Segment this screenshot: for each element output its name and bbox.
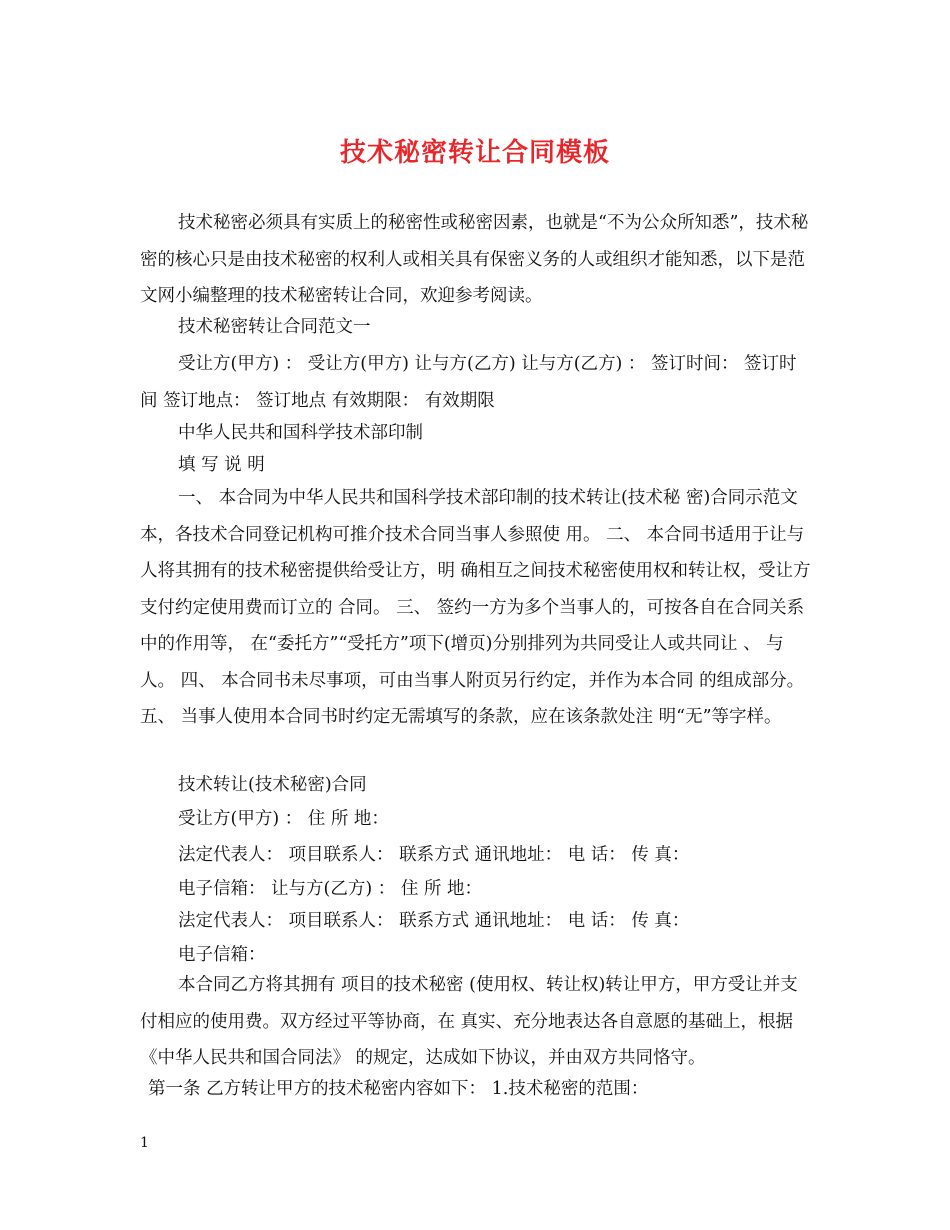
document-title: 技术秘密转让合同模板 — [339, 138, 610, 168]
fill-instructions-heading: 填 写 说 明 — [178, 455, 265, 475]
parties-text: 受让方(甲方) ： 受让方(甲方) 让与方(乙方) 让与方(乙方) ： 签订时间： 签订时间 签订地点： 签订地点 有效期限： 有效期限 — [140, 354, 797, 411]
printer-line: 中华人民共和国科学技术部印制 — [178, 423, 423, 443]
intro-paragraph — [140, 205, 812, 315]
body-text: 本合同乙方将其拥有 项目的技术秘密 (使用权、转让权)转让甲方，甲方受让并支付相应的使用费。双方经过平等协商，在 真实、充分地表达各自意愿的基础上，根据《中华人民共和国合同法》 的规定，达成如下协议，并由双方共同恪守。 — [140, 975, 798, 1068]
instructions-text: 一、 本合同为中华人民共和国科学技术部印制的技术转让(技术秘 密)合同示范文本，各技术合同登记机构可推介技术合同当事人参照使 用。 二、 本合同书适用于让与人将其拥有的技术秘密提供给受让方，明 确相互之间技术秘密使用权和转让权，受让方支付约定使用费而订立的 合同。 三、 签约一方为多个当事人的，可按各自在合同关系中的作用等， 在“委托方”“受托方”项下(增页)分别排列为共同受让人或共同让 、 与人。 四、 本合同书未尽事项，可由当事人附页另行约定，并作为本合同 的组成部分。 五、 当事人使用本合同书时约定无需填写的条款，应在该条款处注 明“无”等字样。 — [140, 488, 811, 727]
contract-title: 技术转让(技术秘密)合同 — [178, 775, 367, 795]
party-a-line: 受让方(甲方) ： 住 所 地： — [178, 809, 389, 829]
intro-text: 技术秘密必须具有实质上的秘密性或秘密因素，也就是“不为公众所知悉”，技术秘密的核心只是由技术秘密的权利人或相关具有保密义务的人或组织才能知悉，以下是范文网小编整理的技术秘密转让合同，欢迎参考阅读。 — [140, 213, 809, 306]
representative-line-2: 法定代表人： 项目联系人： 联系方式 通讯地址： 电 话： 传 真： — [178, 911, 690, 931]
email-line-2: 电子信箱： — [178, 945, 266, 965]
instructions-paragraph — [140, 480, 812, 736]
sample-heading: 技术秘密转让合同范文一 — [178, 317, 371, 337]
body-paragraph — [140, 967, 812, 1077]
article-1: 第一条 乙方转让甲方的技术秘密内容如下： 1.技术秘密的范围： — [148, 1079, 649, 1099]
representative-line-1: 法定代表人： 项目联系人： 联系方式 通讯地址： 电 话： 传 真： — [178, 845, 690, 865]
email-line-1: 电子信箱： 让与方(乙方) ： 住 所 地： — [178, 879, 482, 899]
parties-paragraph — [140, 346, 812, 419]
page-number: 1 — [140, 1135, 149, 1151]
